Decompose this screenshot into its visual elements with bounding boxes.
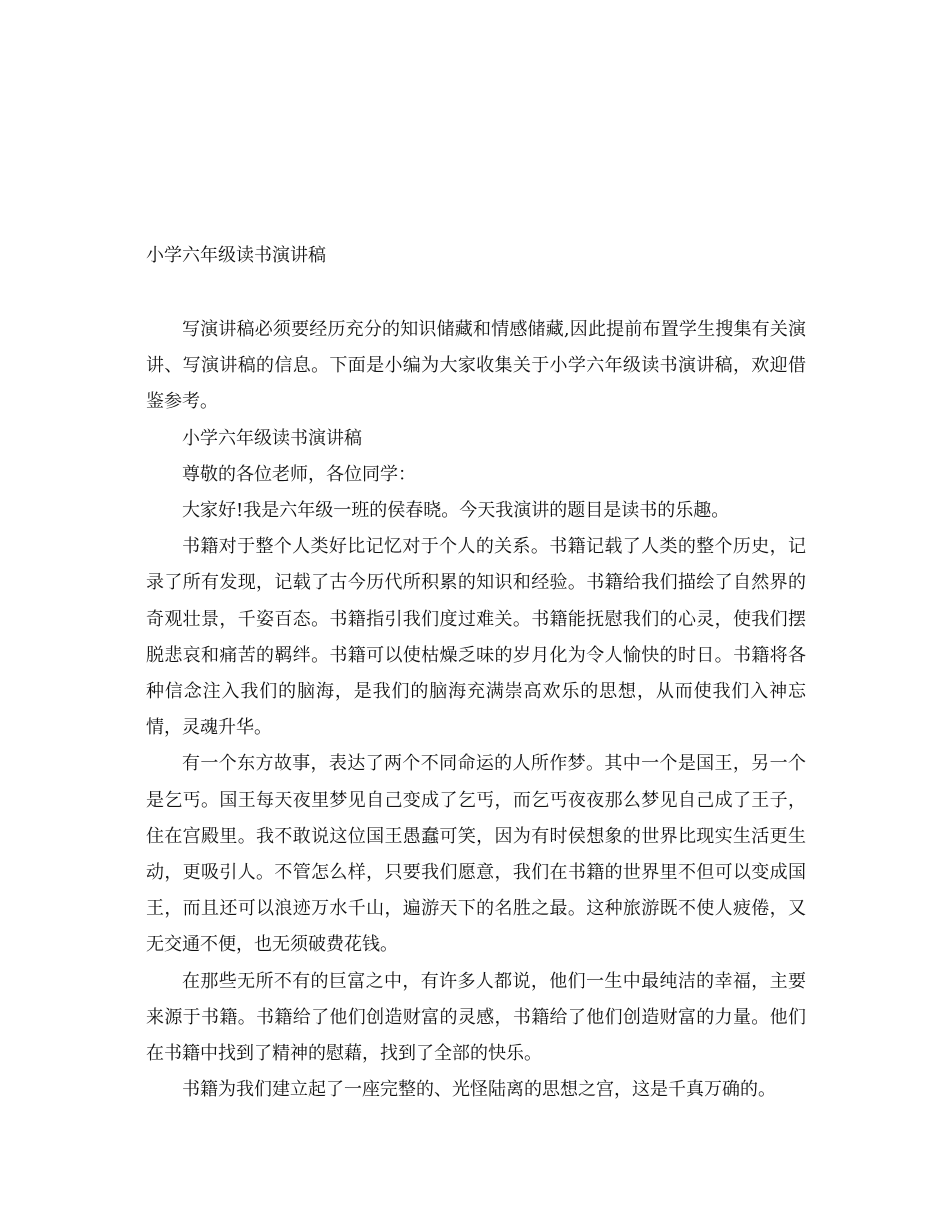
body-paragraph: 在那些无所不有的巨富之中，有许多人都说，他们一生中最纯洁的幸福，主要来源于书籍。书籍给了他们创造财富的灵感，书籍给了他们创造财富的力量。他们在书籍中找到了精神的慰藉，找到了全部的快乐。 [146, 970, 806, 1065]
intro-paragraph: 写演讲稿必须要经历充分的知识储藏和情感储藏,因此提前布置学生搜集有关演讲、写演讲稿的信息。下面是小编为大家收集关于小学六年级读书演讲稿，欢迎借鉴参考。 [146, 319, 806, 413]
greeting-paragraph: 大家好!我是六年级一班的侯春晓。今天我演讲的题目是读书的乐趣。 [182, 500, 730, 522]
document-body [146, 312, 806, 1108]
body-paragraph: 书籍对于整个人类好比记忆对于个人的关系。书籍记载了人类的整个历史，记录了所有发现，记载了古今历代所积累的知识和经验。书籍给我们描绘了自然界的奇观壮景，千姿百态。书籍指引我们度过难关。书籍能抚慰我们的心灵，使我们摆脱悲哀和痛苦的羁绊。书籍可以使枯燥乏味的岁月化为令人愉快的时日。书籍将各种信念注入我们的脑海，是我们的脑海充满崇高欢乐的思想，从而使我们入神忘情，灵魂升华。 [146, 536, 806, 739]
body-paragraph: 有一个东方故事，表达了两个不同命运的人所作梦。其中一个是国王，另一个是乞丐。国王每天夜里梦见自己变成了乞丐，而乞丐夜夜那么梦见自己成了王子，住在宫殿里。我不敢说这位国王愚蠢可笑，因为有时侯想象的世界比现实生活更生动，更吸引人。不管怎么样，只要我们愿意，我们在书籍的世界里不但可以变成国王，而且还可以浪迹万水千山，遍游天下的名胜之最。这种旅游既不使人疲倦，又无交通不便，也无须破费花钱。 [146, 753, 806, 956]
body-paragraph: 书籍为我们建立起了一座完整的、光怪陆离的思想之宫，这是千真万确的。 [182, 1079, 776, 1101]
salutation: 尊敬的各位老师，各位同学： [182, 463, 416, 485]
document-title: 小学六年级读书演讲稿 [146, 245, 326, 266]
speech-title: 小学六年级读书演讲稿 [182, 427, 362, 449]
